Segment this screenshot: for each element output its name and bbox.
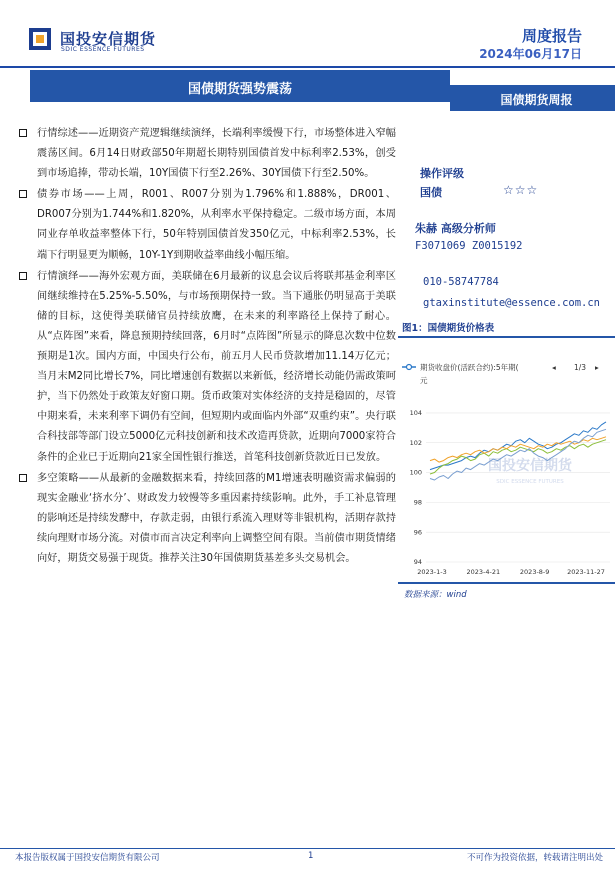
y-tick-label: 96 (413, 528, 422, 537)
y-tick-label: 102 (409, 438, 422, 447)
bullet-text: 行情演绎——海外宏观方面，美联储在6月最新的议息会议后将联邦基金利率区间继续维持在5.25%-5.50%，与市场预期保持一致。当下通胀仍明显高于美联储的目标，这使得美联储官员持续放鹰，在未来的利率路径上保持了耐心。从“点阵图”来看，降息预期持续回落，6月时“点阵图”所显示的降息次数中位数预期是1次。国内方面，中国央行公布，前五月人民币贷款增加11.14万亿元；当月末M2同比增长7%，同比增速创有数据以来新低，经济增长动能仍需政策呵护，当下仍然处于政策友好窗口期。货币政策对实体经济的支持是稳固的，尽管中期来看，未来利率下调仍有空间，但短期内或面临内外部“双重约束”。央行联合科技部等部门设立5000亿元科技创新和技术改造再贷款，近期向7000家符合条件的企业已于近期向21家全国性银行推送，首笔科技创新贷款近日已发放。 (37, 270, 396, 463)
category-tag-label: 国债期货周报 (500, 93, 573, 107)
legend-label-wrap: 元 (420, 376, 428, 385)
rating-label: 操作评级 (420, 167, 464, 180)
bullet-text: 行情综述——近期资产荒逻辑继续演绎，长端利率缓慢下行，市场整体进入窄幅震荡区间。6月14日财政部50年期超长期特别国债首发中标利率2.53%，创受到市场追捧，带动长端，10Y国债下行至2.26%、30Y国债下行至2.50%。 (37, 128, 396, 180)
y-tick-label: 94 (413, 558, 422, 567)
chart-legend (402, 362, 599, 385)
chart (398, 350, 615, 580)
page-number: 1 (308, 851, 314, 861)
rating-stars: ☆☆☆ (503, 183, 539, 197)
analyst-name: 朱赫 高级分析师 (415, 222, 496, 235)
logo-chinese-name: 国投安信期货 (60, 30, 157, 48)
watermark-en: SDIC ESSENCE FUTURES (496, 479, 564, 485)
bullet-market-summary (14, 124, 396, 184)
bullet-text: 债券市场——上周，R001、R007分别为1.796%和1.888%，DR001、DR007分别为1.744%和1.820%，从利率水平保持稳定。二级市场方面，本周同业存单收益率整体下行，50年特别国债首发350亿元，中标利率2.53%，长端下行明显更为顺畅，10Y-1Y到期收益率曲线小幅压缩。 (37, 189, 396, 261)
legend-prev-icon[interactable]: ◂ (552, 363, 556, 372)
square-bullet-icon (19, 272, 27, 280)
legend-marker (407, 365, 412, 370)
square-bullet-icon (19, 474, 27, 482)
data-source: 数据来源：wind (404, 590, 467, 600)
square-bullet-icon (19, 190, 27, 198)
footer-disclaimer: 不可作为投资依据，转载请注明出处 (466, 853, 603, 863)
rating-item: 国债 (420, 186, 442, 199)
bullet-bond-market (14, 185, 396, 265)
chart-watermark (488, 457, 573, 485)
y-tick-label: 98 (413, 498, 422, 507)
report-date: 2024年06月17日 (479, 47, 582, 61)
main-content (14, 124, 396, 569)
analyst-license: F3071069 Z0015192 (415, 240, 523, 252)
header-divider (0, 66, 615, 68)
report-type: 周度报告 (521, 27, 582, 45)
company-logo (28, 27, 188, 57)
category-tag (450, 85, 615, 111)
legend-label: 期货收盘价(活跃合约):5年期( (420, 363, 519, 372)
footer-divider (0, 848, 615, 849)
x-tick-label: 2023-1-3 (417, 568, 447, 576)
figure-caption: 图1：国债期货价格表 (402, 323, 495, 334)
figure-bottom-rule (398, 582, 615, 584)
y-tick-label: 100 (409, 468, 422, 477)
figure-top-rule (398, 336, 615, 338)
bullet-strategy (14, 469, 396, 569)
square-bullet-icon (19, 129, 27, 137)
title-band (30, 70, 450, 102)
watermark-cn: 国投安信期货 (488, 458, 572, 474)
legend-page-indicator: 1/3 (574, 363, 587, 372)
x-tick-label: 2023-4-21 (466, 568, 501, 576)
x-tick-label: 2023-11-27 (567, 568, 605, 576)
logo-english-name: SDIC ESSENCE FUTURES (61, 46, 145, 53)
legend-next-icon[interactable]: ▸ (595, 363, 599, 372)
bullet-text: 多空策略——从最新的金融数据来看，持续回落的M1增速表明融资需求偏弱的现实金融业‘挤水分’、财政发力较慢等多重因素持续影响。此外，手工补息管理的影响还是持续发酵中，存款走弱，由银行系流入理财等非银机构，活期存款持续向理财市场分流。对债市而言决定利率向上调整空间有限。当前债市期货情绪向好，期货交易强于现货。推荐关注30年国债期货基差多头交易机会。 (37, 472, 396, 564)
footer-copyright: 本报告版权属于国投安信期货有限公司 (15, 853, 160, 863)
analyst-email: gtaxinstitute@essence.com.cn (423, 297, 601, 309)
bullet-market-dynamics (14, 267, 396, 468)
logo-mark-icon (28, 27, 52, 51)
x-tick-label: 2023-8-9 (519, 568, 550, 576)
chart-svg (398, 350, 615, 580)
report-title: 国债期货强势震荡 (187, 82, 292, 97)
y-tick-label: 104 (409, 409, 422, 418)
analyst-phone: 010-58747784 (423, 276, 499, 288)
